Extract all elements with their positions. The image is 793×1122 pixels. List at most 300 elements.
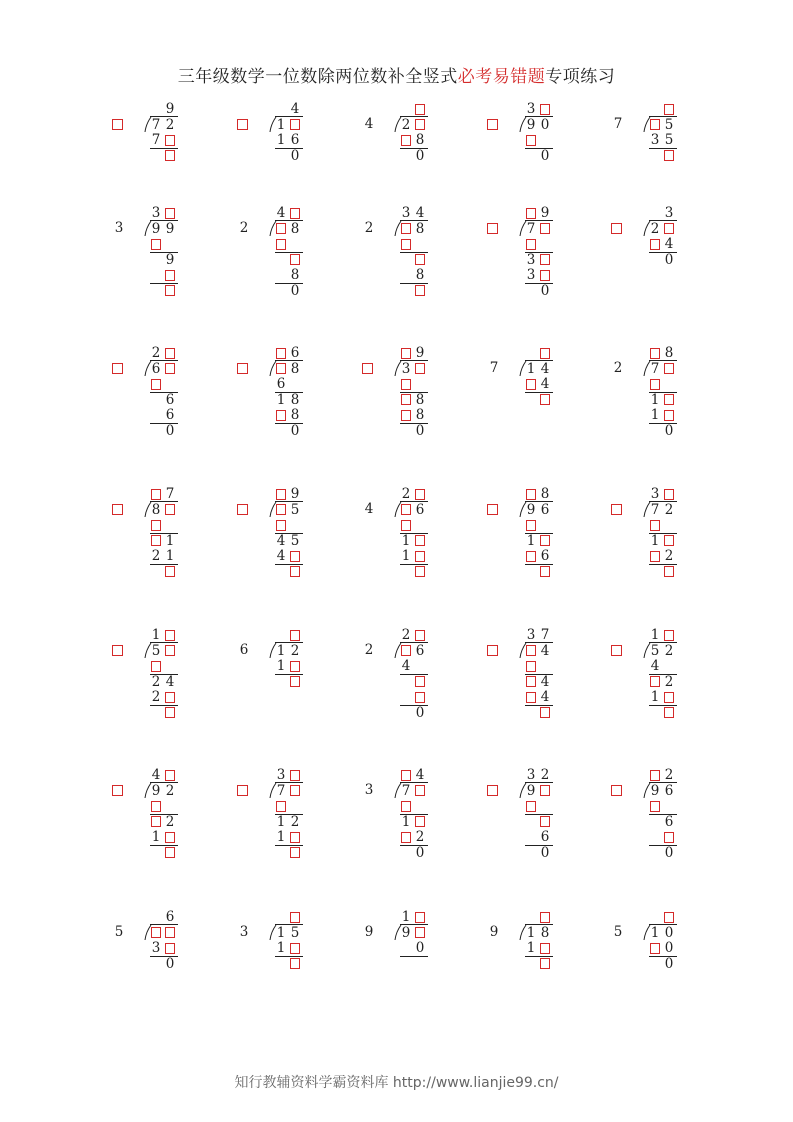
division-problem: [233, 910, 373, 1090]
digit: 0: [415, 844, 425, 861]
digit: 9: [165, 251, 175, 268]
subtraction-line: [275, 252, 303, 253]
blank-digit-box[interactable]: [540, 394, 550, 405]
divisor: 3: [114, 220, 124, 236]
digit: 2: [664, 548, 674, 564]
digit: 1: [276, 829, 286, 845]
digit: 1: [276, 940, 286, 956]
blank-digit-box[interactable]: [165, 285, 175, 296]
divisor-blank-box[interactable]: [487, 223, 498, 234]
blank-digit-box[interactable]: [290, 661, 300, 672]
blank-digit-box[interactable]: [540, 223, 550, 234]
digit: 2: [151, 689, 161, 705]
divisor-blank-box[interactable]: [112, 785, 123, 796]
subtraction-line: [400, 283, 428, 284]
divisor-blank-box[interactable]: [237, 785, 248, 796]
blank-digit-box[interactable]: [415, 816, 425, 827]
digit: 2: [664, 501, 674, 518]
blank-digit-box[interactable]: [664, 150, 674, 161]
blank-digit-box[interactable]: [151, 816, 161, 827]
blank-digit-box[interactable]: [415, 119, 425, 130]
divisor: 2: [613, 360, 623, 376]
blank-digit-box[interactable]: [165, 770, 175, 781]
digit: 1: [276, 642, 286, 659]
blank-digit-box[interactable]: [664, 832, 674, 843]
blank-digit-box[interactable]: [415, 535, 425, 546]
blank-digit-box[interactable]: [526, 489, 536, 500]
blank-digit-box[interactable]: [401, 348, 411, 359]
digit: 9: [526, 116, 536, 133]
blank-digit-box[interactable]: [415, 363, 425, 374]
divisor: 2: [239, 220, 249, 236]
blank-digit-box[interactable]: [165, 692, 175, 703]
digit: 2: [290, 813, 300, 830]
divisor: 2: [364, 642, 374, 658]
digit: 6: [165, 391, 175, 408]
subtraction-line: [150, 705, 178, 706]
digit: 4: [165, 673, 175, 690]
blank-digit-box[interactable]: [165, 363, 175, 374]
blank-digit-box[interactable]: [415, 912, 425, 923]
blank-digit-box[interactable]: [165, 270, 175, 281]
digit: 6: [151, 360, 161, 377]
digit: 7: [650, 360, 660, 377]
digit: 2: [401, 486, 411, 502]
divisor-blank-box[interactable]: [112, 119, 123, 130]
blank-digit-box[interactable]: [664, 566, 674, 577]
digit: 3: [276, 767, 286, 783]
divisor: 3: [364, 782, 374, 798]
blank-digit-box[interactable]: [290, 208, 300, 219]
blank-digit-box[interactable]: [664, 394, 674, 405]
blank-digit-box[interactable]: [401, 504, 411, 515]
blank-digit-box[interactable]: [401, 135, 411, 146]
digit: 5: [290, 924, 300, 941]
blank-digit-box[interactable]: [540, 535, 550, 546]
divisor-blank-box[interactable]: [487, 645, 498, 656]
blank-digit-box[interactable]: [650, 520, 660, 531]
subtraction-line: [275, 564, 303, 565]
division-problem: [483, 910, 623, 1090]
digit: 6: [540, 829, 550, 845]
digit: 6: [290, 132, 300, 148]
blank-digit-box[interactable]: [165, 645, 175, 656]
digit: 2: [664, 642, 674, 659]
digit: 6: [165, 407, 175, 423]
subtraction-line: [649, 148, 677, 149]
blank-digit-box[interactable]: [526, 551, 536, 562]
blank-digit-box[interactable]: [526, 692, 536, 703]
digit: 6: [540, 501, 550, 518]
blank-digit-box[interactable]: [664, 912, 674, 923]
digit: 2: [290, 642, 300, 659]
digit: 1: [650, 924, 660, 941]
subtraction-line: [400, 674, 428, 675]
blank-digit-box[interactable]: [276, 801, 286, 812]
blank-digit-box[interactable]: [664, 223, 674, 234]
title-highlight: 必考易错题: [457, 67, 546, 87]
blank-digit-box[interactable]: [165, 707, 175, 718]
digit: 7: [526, 220, 536, 237]
blank-digit-box[interactable]: [650, 348, 660, 359]
digit: 2: [401, 116, 411, 133]
digit: 8: [290, 391, 300, 408]
blank-digit-box[interactable]: [526, 676, 536, 687]
blank-digit-box[interactable]: [151, 520, 161, 531]
digit: 1: [650, 532, 660, 549]
divisor-blank-box[interactable]: [487, 119, 498, 130]
divisor-blank-box[interactable]: [237, 363, 248, 374]
blank-digit-box[interactable]: [165, 135, 175, 146]
digit: 4: [540, 642, 550, 659]
digit: 4: [415, 767, 425, 783]
blank-digit-box[interactable]: [276, 489, 286, 500]
blank-digit-box[interactable]: [415, 285, 425, 296]
digit: 8: [290, 220, 300, 237]
division-problem: [607, 910, 747, 1090]
subtraction-line: [275, 845, 303, 846]
digit: 8: [415, 391, 425, 408]
digit: 2: [401, 627, 411, 643]
blank-digit-box[interactable]: [540, 785, 550, 796]
digit: 4: [540, 689, 550, 705]
digit: 9: [151, 782, 161, 799]
divisor-blank-box[interactable]: [237, 504, 248, 515]
subtraction-line: [150, 148, 178, 149]
digit: 0: [290, 282, 300, 299]
digit: 2: [151, 548, 161, 564]
blank-digit-box[interactable]: [165, 927, 175, 938]
digit: 5: [290, 532, 300, 549]
blank-digit-box[interactable]: [664, 489, 674, 500]
blank-digit-box[interactable]: [290, 943, 300, 954]
digit: 4: [540, 673, 550, 690]
subtraction-line: [400, 252, 428, 253]
digit: 1: [650, 391, 660, 408]
blank-digit-box[interactable]: [151, 489, 161, 500]
blank-digit-box[interactable]: [276, 239, 286, 250]
blank-digit-box[interactable]: [540, 707, 550, 718]
digit: 0: [664, 422, 674, 439]
digit: 8: [290, 407, 300, 423]
digit: 9: [415, 345, 425, 361]
digit: 3: [526, 101, 536, 117]
blank-digit-box[interactable]: [650, 943, 660, 954]
divisor-blank-box[interactable]: [112, 645, 123, 656]
digit: 8: [415, 220, 425, 237]
divisor: 9: [489, 924, 499, 940]
divisor-blank-box[interactable]: [611, 223, 622, 234]
blank-digit-box[interactable]: [664, 692, 674, 703]
subtraction-line: [525, 392, 553, 393]
blank-digit-box[interactable]: [650, 551, 660, 562]
subtraction-line: [649, 564, 677, 565]
digit: 2: [151, 673, 161, 690]
digit: 5: [664, 132, 674, 148]
blank-digit-box[interactable]: [415, 692, 425, 703]
digit: 0: [540, 844, 550, 861]
divisor-blank-box[interactable]: [611, 504, 622, 515]
digit: 7: [401, 782, 411, 799]
digit: 4: [276, 205, 286, 221]
blank-digit-box[interactable]: [401, 239, 411, 250]
blank-digit-box[interactable]: [664, 410, 674, 421]
digit: 4: [290, 101, 300, 117]
digit: 4: [276, 532, 286, 549]
digit: 1: [276, 658, 286, 674]
blank-digit-box[interactable]: [415, 489, 425, 500]
blank-digit-box[interactable]: [151, 661, 161, 672]
footer-text: 知行教辅资料学霸资料库 http://www.lianjie99.cn/: [234, 1075, 559, 1091]
digit: 3: [151, 940, 161, 956]
blank-digit-box[interactable]: [650, 379, 660, 390]
blank-digit-box[interactable]: [151, 239, 161, 250]
digit: 0: [664, 844, 674, 861]
digit: 3: [650, 132, 660, 148]
digit: 6: [415, 642, 425, 659]
digit: 2: [540, 767, 550, 783]
blank-digit-box[interactable]: [540, 254, 550, 265]
blank-digit-box[interactable]: [276, 223, 286, 234]
digit: 6: [664, 782, 674, 799]
title-part-1: 三年级数学一位数除两位数补全竖式: [177, 67, 458, 87]
blank-digit-box[interactable]: [526, 801, 536, 812]
blank-digit-box[interactable]: [290, 847, 300, 858]
blank-digit-box[interactable]: [151, 801, 161, 812]
blank-digit-box[interactable]: [401, 801, 411, 812]
digit: 9: [650, 782, 660, 799]
digit: 1: [151, 627, 161, 643]
blank-digit-box[interactable]: [650, 676, 660, 687]
divisor: 9: [364, 924, 374, 940]
blank-digit-box[interactable]: [650, 119, 660, 130]
subtraction-line: [400, 956, 428, 957]
digit: 1: [151, 829, 161, 845]
blank-digit-box[interactable]: [290, 551, 300, 562]
blank-digit-box[interactable]: [526, 208, 536, 219]
blank-digit-box[interactable]: [165, 208, 175, 219]
subtraction-line: [525, 564, 553, 565]
digit: 1: [526, 532, 536, 549]
divisor: 7: [489, 360, 499, 376]
blank-digit-box[interactable]: [540, 943, 550, 954]
blank-digit-box[interactable]: [290, 254, 300, 265]
blank-digit-box[interactable]: [276, 348, 286, 359]
divisor-blank-box[interactable]: [611, 785, 622, 796]
digit: 1: [526, 360, 536, 377]
blank-digit-box[interactable]: [664, 707, 674, 718]
blank-digit-box[interactable]: [290, 785, 300, 796]
digit: 8: [540, 924, 550, 941]
blank-digit-box[interactable]: [650, 801, 660, 812]
digit: 2: [165, 782, 175, 799]
digit: 0: [415, 940, 425, 956]
blank-digit-box[interactable]: [526, 379, 536, 390]
blank-digit-box[interactable]: [401, 770, 411, 781]
blank-digit-box[interactable]: [165, 348, 175, 359]
subtraction-line: [275, 674, 303, 675]
blank-digit-box[interactable]: [290, 770, 300, 781]
blank-digit-box[interactable]: [415, 104, 425, 115]
digit: 5: [290, 501, 300, 518]
digit: 4: [650, 658, 660, 674]
blank-digit-box[interactable]: [276, 410, 286, 421]
subtraction-line: [649, 705, 677, 706]
digit: 0: [165, 422, 175, 439]
digit: 4: [276, 548, 286, 564]
blank-digit-box[interactable]: [290, 676, 300, 687]
digit: 1: [650, 689, 660, 705]
divisor-blank-box[interactable]: [487, 785, 498, 796]
subtraction-line: [275, 956, 303, 957]
digit: 7: [650, 501, 660, 518]
blank-digit-box[interactable]: [415, 630, 425, 641]
blank-digit-box[interactable]: [540, 912, 550, 923]
digit: 7: [540, 627, 550, 643]
blank-digit-box[interactable]: [540, 270, 550, 281]
blank-digit-box[interactable]: [540, 104, 550, 115]
digit: 7: [151, 132, 161, 148]
blank-digit-box[interactable]: [165, 150, 175, 161]
digit: 6: [664, 813, 674, 830]
digit: 8: [151, 501, 161, 518]
digit: 3: [526, 267, 536, 283]
digit: 1: [526, 924, 536, 941]
blank-digit-box[interactable]: [151, 927, 161, 938]
digit: 9: [526, 782, 536, 799]
divisor: 3: [239, 924, 249, 940]
blank-digit-box[interactable]: [526, 661, 536, 672]
digit: 1: [276, 116, 286, 133]
blank-digit-box[interactable]: [276, 504, 286, 515]
digit: 1: [650, 627, 660, 643]
digit: 8: [415, 132, 425, 148]
blank-digit-box[interactable]: [415, 927, 425, 938]
blank-digit-box[interactable]: [165, 943, 175, 954]
blank-digit-box[interactable]: [401, 520, 411, 531]
digit: 6: [276, 376, 286, 392]
digit: 5: [650, 642, 660, 659]
divisor: 5: [613, 924, 623, 940]
digit: 0: [415, 147, 425, 164]
digit: 0: [540, 116, 550, 133]
blank-digit-box[interactable]: [526, 135, 536, 146]
blank-digit-box[interactable]: [165, 566, 175, 577]
blank-digit-box[interactable]: [664, 104, 674, 115]
blank-digit-box[interactable]: [165, 847, 175, 858]
digit: 6: [415, 501, 425, 518]
blank-digit-box[interactable]: [290, 566, 300, 577]
blank-digit-box[interactable]: [401, 379, 411, 390]
blank-digit-box[interactable]: [540, 816, 550, 827]
blank-digit-box[interactable]: [290, 832, 300, 843]
digit: 4: [540, 376, 550, 392]
blank-digit-box[interactable]: [664, 535, 674, 546]
digit: 3: [151, 205, 161, 221]
divisor-blank-box[interactable]: [237, 119, 248, 130]
blank-digit-box[interactable]: [290, 958, 300, 969]
divisor-blank-box[interactable]: [362, 363, 373, 374]
digit: 6: [165, 909, 175, 925]
digit: 6: [290, 345, 300, 361]
digit: 1: [401, 532, 411, 549]
blank-digit-box[interactable]: [526, 645, 536, 656]
divisor-blank-box[interactable]: [112, 363, 123, 374]
blank-digit-box[interactable]: [401, 223, 411, 234]
blank-digit-box[interactable]: [401, 394, 411, 405]
digit: 7: [165, 486, 175, 502]
blank-digit-box[interactable]: [401, 645, 411, 656]
digit: 4: [401, 658, 411, 674]
divisor: 2: [364, 220, 374, 236]
title-part-2: 专项练习: [545, 67, 616, 87]
blank-digit-box[interactable]: [650, 770, 660, 781]
blank-digit-box[interactable]: [276, 520, 286, 531]
blank-digit-box[interactable]: [401, 410, 411, 421]
digit: 8: [664, 345, 674, 361]
blank-digit-box[interactable]: [650, 239, 660, 250]
blank-digit-box[interactable]: [290, 912, 300, 923]
digit: 1: [165, 532, 175, 549]
digit: 0: [664, 955, 674, 972]
digit: 2: [650, 220, 660, 237]
digit: 2: [664, 673, 674, 690]
subtraction-line: [525, 956, 553, 957]
blank-digit-box[interactable]: [151, 535, 161, 546]
digit: 1: [401, 548, 411, 564]
digit: 9: [290, 486, 300, 502]
blank-digit-box[interactable]: [165, 630, 175, 641]
digit: 3: [401, 360, 411, 377]
blank-digit-box[interactable]: [540, 566, 550, 577]
digit: 9: [526, 501, 536, 518]
digit: 0: [664, 940, 674, 956]
divisor: 4: [364, 116, 374, 132]
blank-digit-box[interactable]: [540, 348, 550, 359]
blank-digit-box[interactable]: [415, 254, 425, 265]
blank-digit-box[interactable]: [526, 520, 536, 531]
blank-digit-box[interactable]: [415, 676, 425, 687]
digit: 8: [290, 267, 300, 283]
digit: 9: [165, 101, 175, 117]
blank-digit-box[interactable]: [526, 239, 536, 250]
blank-digit-box[interactable]: [165, 504, 175, 515]
divisor-blank-box[interactable]: [112, 504, 123, 515]
blank-digit-box[interactable]: [664, 363, 674, 374]
digit: 6: [540, 548, 550, 564]
digit: 8: [290, 360, 300, 377]
divisor-blank-box[interactable]: [611, 645, 622, 656]
digit: 1: [401, 813, 411, 830]
subtraction-line: [150, 283, 178, 284]
subtraction-line: [150, 845, 178, 846]
blank-digit-box[interactable]: [290, 630, 300, 641]
blank-digit-box[interactable]: [540, 958, 550, 969]
divisor: 5: [114, 924, 124, 940]
blank-digit-box[interactable]: [401, 832, 411, 843]
blank-digit-box[interactable]: [290, 119, 300, 130]
blank-digit-box[interactable]: [415, 785, 425, 796]
digit: 5: [151, 642, 161, 659]
blank-digit-box[interactable]: [276, 363, 286, 374]
blank-digit-box[interactable]: [151, 379, 161, 390]
divisor-blank-box[interactable]: [487, 504, 498, 515]
blank-digit-box[interactable]: [415, 551, 425, 562]
blank-digit-box[interactable]: [165, 832, 175, 843]
digit: 0: [664, 251, 674, 268]
blank-digit-box[interactable]: [415, 566, 425, 577]
blank-digit-box[interactable]: [664, 630, 674, 641]
